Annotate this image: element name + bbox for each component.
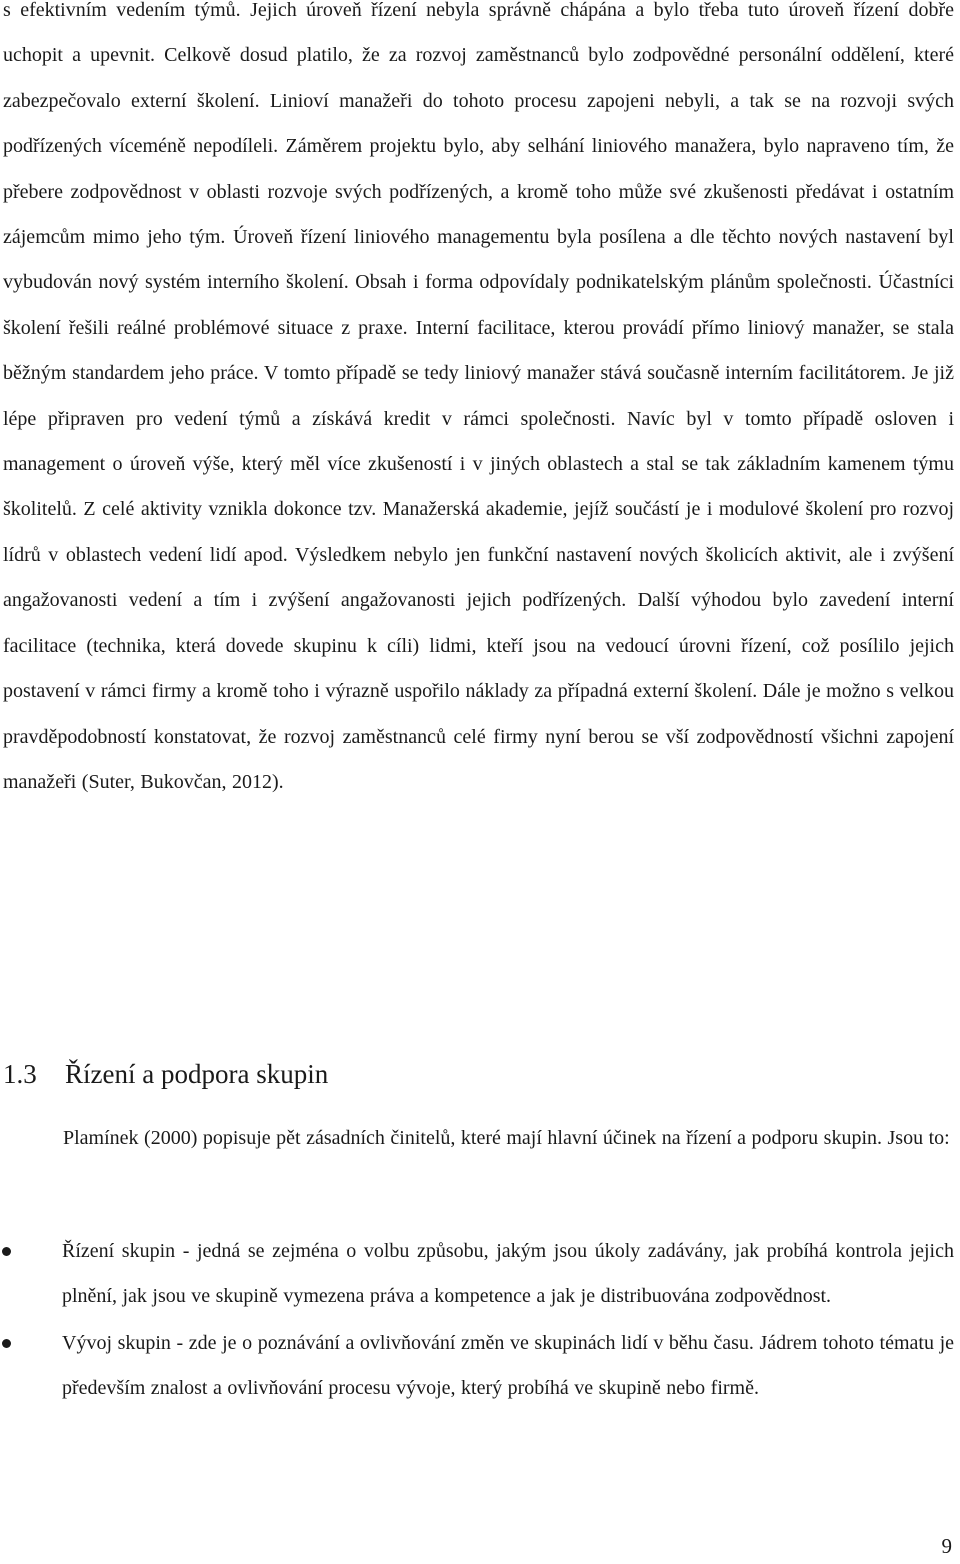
body-paragraph: s efektivním vedením týmů. Jejich úroveň řízení nebyla správně chápána a bylo třeba tuto úroveň řízení dobře uchopit a upevnit. Celkově dosud platilo, že za rozvoj zaměstnanců bylo zodpovědné personální oddělení, které zabezpečovalo externí školení. Linioví manažeři do tohoto procesu zapojeni nebyli, a tak se na rozvoji svých podřízených víceméně nepodíleli. Záměrem projektu bylo, aby selhání liniového manažera, bylo napraveno tím, že přebere zodpovědnost v oblasti rozvoje svých podřízených, a kromě toho může své zkušenosti předávat i ostatním zájemcům mimo jeho tým. Úroveň řízení liniového managementu byla posílena a dle těchto nových nastavení byl vybudován nový systém interního školení. Obsah i forma odpovídaly podnikatelským plánům společnosti. Účastníci školení řešili reálné problémové situace z praxe. Interní facilitace, kterou provádí přímo liniový manažer, se stala běžným standardem jeho práce. V tomto případě se tedy liniový manažer stává současně interním facilitátorem. Je již lépe připraven pro vedení týmů a získává kredit v rámci společnosti. Navíc byl v tomto případě osloven i management o úroveň výše, který měl více zkušeností i v jiných oblastech a stal se tak základním kamenem týmu školitelů. Z celé aktivity vznikla dokonce tzv. Manažerská akademie, jejíž součástí je i modulové školení pro rozvoj lídrů v oblastech vedení lidí apod. Výsledkem nebylo jen funkční nastavení nových školicích aktivit, ale i zvýšení angažovanosti vedení a tím i zvýšení angažovanosti jejich podřízených. Další výhodou bylo zavedení interní facilitace (technika, která dovede skupinu k cíli) lidmi, kteří jsou na vedoucí úrovni řízení, což posílilo jejich postavení v rámci firmy a kromě toho i výrazně uspořilo náklady za případná externí školení. Dále je možno s velkou pravděpodobností konstatovat, že rozvoj zaměstnanců celé firmy nyní berou se vší zodpovědností všichni zapojení manažeři (Suter, Bukovčan, 2012).	[3, 0, 954, 793]
section-number: 1.3	[3, 1059, 37, 1089]
list-item-text: Vývoj skupin - zde je o poznávání a ovlivňování změn ve skupinách lidí v běhu času. Jádrem tohoto tématu je především znalost a ovlivňování procesu vývoje, který probíhá ve skupině nebo firmě.	[62, 1331, 954, 1400]
list-item-text: Řízení skupin - jedná se zejména o volbu způsobu, jakým jsou úkoly zadávány, jak probíhá kontrola jejich plnění, jak jsou ve skupině vymezena práva a kompetence a jak je distribuována zodpovědnost.	[62, 1240, 954, 1308]
bullet-list	[0, 1229, 954, 1412]
page-number: 9	[941, 1534, 952, 1558]
list-item	[0, 1321, 954, 1412]
bullet-icon	[2, 1247, 11, 1256]
section-title: Řízení a podpora skupin	[65, 1059, 329, 1089]
intro-paragraph: Plamínek (2000) popisuje pět zásadních činitelů, které mají hlavní účinek na řízení a podporu skupin. Jsou to:	[63, 1127, 950, 1149]
list-item	[0, 1229, 954, 1320]
section-heading	[3, 1052, 328, 1096]
bullet-icon	[2, 1339, 11, 1348]
